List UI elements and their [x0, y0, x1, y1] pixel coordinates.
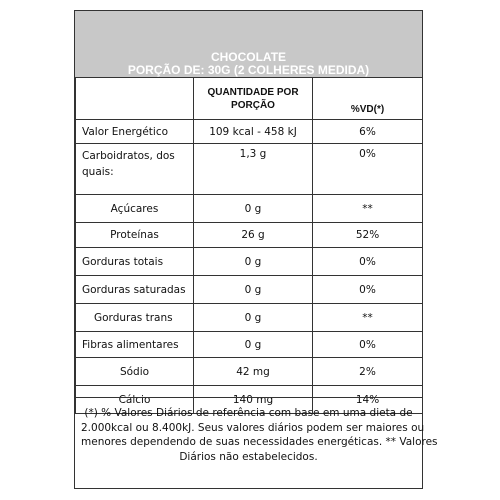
nutrient-vd: 0%: [313, 276, 423, 304]
nutrient-label: Sódio: [76, 358, 194, 386]
table-row: [76, 248, 423, 276]
nutrient-label: Gorduras totais: [76, 248, 194, 276]
nutrient-label: [76, 144, 194, 195]
column-header-quantity: [194, 78, 313, 120]
nutrient-vd: 0%: [313, 248, 423, 276]
table-row: [76, 304, 423, 332]
table-row: [76, 276, 423, 304]
table-row: [76, 223, 423, 248]
serving-size: PORÇÃO DE: 30G (2 COLHERES MEDIDA): [127, 63, 370, 77]
table-header-row: [76, 78, 423, 120]
footnote-line: Diários não estabelecidos.: [179, 450, 318, 463]
nutrient-label: Cálcio: [76, 386, 194, 414]
table-row: [76, 144, 423, 195]
nutrient-vd: 52%: [313, 223, 423, 248]
nutrition-header: [75, 11, 422, 77]
nutrient-quantity: 0 g: [194, 332, 313, 358]
nutrient-vd: 0%: [313, 144, 423, 195]
nutrient-vd: 0%: [313, 332, 423, 358]
footnote-line: 2.000kcal ou 8.400kJ. Seus valores diários podem ser maiores ou: [81, 421, 425, 434]
column-header-quantity-line1: QUANTIDADE POR: [207, 86, 299, 98]
column-header-nutrient: [76, 78, 194, 120]
column-header-vd: %VD(*): [313, 78, 423, 120]
nutrient-quantity: 0 g: [194, 248, 313, 276]
nutrient-quantity: 0 g: [194, 195, 313, 223]
nutrient-vd: 2%: [313, 358, 423, 386]
nutrient-quantity: 109 kcal - 458 kJ: [194, 120, 313, 144]
product-name: CHOCOLATE: [210, 50, 287, 64]
table-row: [76, 195, 423, 223]
nutrient-quantity: 0 g: [194, 304, 313, 332]
nutrient-vd: 14%: [313, 386, 423, 414]
table-row: [76, 358, 423, 386]
nutrient-label: Fibras alimentares: [76, 332, 194, 358]
nutrient-vd: **: [313, 304, 423, 332]
table-row: [76, 332, 423, 358]
nutrient-label: Proteínas: [76, 223, 194, 248]
nutrient-quantity: 42 mg: [194, 358, 313, 386]
footnote: [75, 397, 438, 488]
footnote-line: menores dependendo de suas necessidades energéticas. ** Valores: [81, 436, 438, 448]
nutrient-quantity: 0 g: [194, 276, 313, 304]
nutrient-label: Gorduras saturadas: [76, 276, 194, 304]
table-row: [76, 120, 423, 144]
nutrient-label-line1: Carboidratos, dos: [82, 150, 175, 162]
nutrient-quantity: 140 mg: [194, 386, 313, 414]
column-header-quantity-line2: PORÇÃO: [231, 99, 275, 111]
nutrition-table: [75, 77, 423, 414]
nutrient-label: Açúcares: [76, 195, 194, 223]
nutrient-label: Valor Energético: [76, 120, 194, 144]
nutrient-quantity: 1,3 g: [194, 144, 313, 195]
nutrition-facts-panel: [74, 10, 438, 489]
nutrient-vd: **: [313, 195, 423, 223]
nutrient-quantity: 26 g: [194, 223, 313, 248]
nutrient-label: Gorduras trans: [76, 304, 194, 332]
footnote-line: (*) % Valores Diários de referência com base em uma dieta de: [84, 407, 413, 419]
nutrient-label-line2: quais:: [82, 166, 114, 178]
nutrient-vd: 6%: [313, 120, 423, 144]
